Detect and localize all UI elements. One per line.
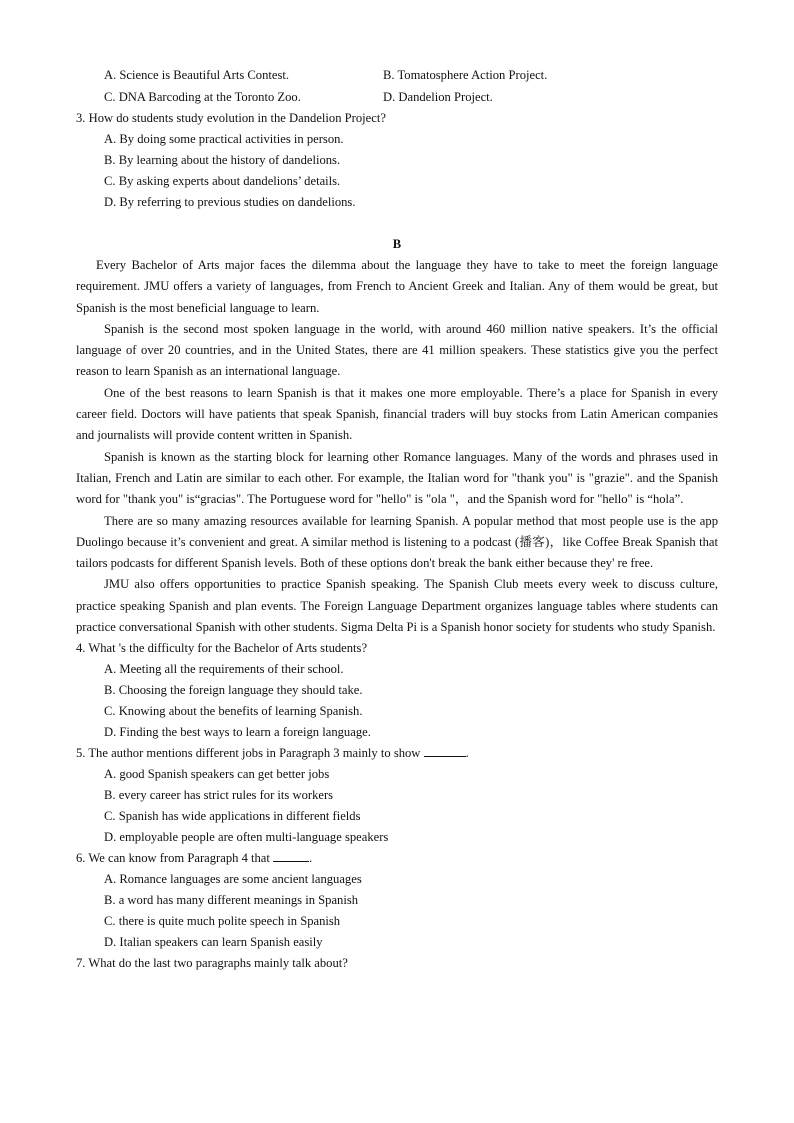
q6-option-c: C. there is quite much polite speech in Spanish xyxy=(104,914,341,929)
q4-option-b: B. Choosing the foreign language they should take. xyxy=(104,683,363,698)
question-5-stem: 5. The author mentions different jobs in Paragraph 3 mainly to show xyxy=(76,746,421,761)
question-5: 5. The author mentions different jobs in Paragraph 3 mainly to show . xyxy=(76,746,469,761)
passage-paragraph-1: Every Bachelor of Arts major faces the dilemma about the language they have to take to meet the foreign language requirement. JMU offers a variety of languages, from French to Ancient Greek and Italian. Any of them would be great, but Spanish is the most beneficial language to learn. xyxy=(76,258,718,315)
answer-blank xyxy=(273,849,309,862)
q4-option-d: D. Finding the best ways to learn a foreign language. xyxy=(104,725,371,740)
answer-blank xyxy=(424,744,466,757)
q6-option-d: D. Italian speakers can learn Spanish easily xyxy=(104,935,323,950)
q5-option-a: A. good Spanish speakers can get better jobs xyxy=(104,767,330,782)
section-heading: B xyxy=(392,237,402,251)
q3-option-d: D. By referring to previous studies on dandelions. xyxy=(104,195,356,209)
q3-option-c: C. By asking experts about dandelions’ details. xyxy=(104,174,341,188)
q3-option-b: B. By learning about the history of dandelions. xyxy=(104,153,341,167)
question-3-stem: 3. How do students study evolution in the Dandelion Project? xyxy=(76,111,386,125)
passage-paragraph-5: There are so many amazing resources available for learning Spanish. A popular method that most people use is the app Duolingo because it’s convenient and great. A similar method is listening to a podcast (播客)，like Coffee Break Spanish that tailors podcasts for different Spanish levels. Both of these options don't break the bank either because they' re free. xyxy=(76,513,718,571)
q5-option-b: B. every career has strict rules for its workers xyxy=(104,788,334,803)
q3-option-a: A. By doing some practical activities in person. xyxy=(104,132,344,146)
q6-option-a: A. Romance languages are some ancient languages xyxy=(104,872,362,887)
q5-option-d: D. employable people are often multi-language speakers xyxy=(104,830,389,845)
passage-paragraph-6: JMU also offers opportunities to practice Spanish speaking. The Spanish Club meets every week to discuss culture, practice speaking Spanish and plan events. The Foreign Language Department organizes language tables where students can practice conversational Spanish with other students. Sigma Delta Pi is a Spanish honor society for students who study Spanish. xyxy=(76,577,718,635)
q2-options-row-2 xyxy=(76,86,718,108)
q2-option-c: C. DNA Barcoding at the Toronto Zoo. xyxy=(104,90,301,104)
question-7-stem: 7. What do the last two paragraphs mainly talk about? xyxy=(76,956,348,971)
passage-paragraph-3: One of the best reasons to learn Spanish is that it makes one more employable. There’s a place for Spanish in every career field. Doctors will have patients that speak Spanish, financial traders will buy stocks from Latin American companies and journalists will provide content written in Spanish. xyxy=(76,385,718,443)
q2-option-a: A. Science is Beautiful Arts Contest. xyxy=(104,68,290,82)
passage-paragraph-4: Spanish is known as the starting block for learning other Romance languages. Many of the words and phrases used in Italian, French and Latin are similar to each other. For example, the Italian word for "thank you" is "grazie". and the Spanish word for "thank you" is“gracias". The Portuguese word for "hello" is "ola "，and the Spanish word for "hello" is “hola”. xyxy=(76,449,718,507)
q5-option-c: C. Spanish has wide applications in different fields xyxy=(104,809,361,824)
question-6-stem: 6. We can know from Paragraph 4 that xyxy=(76,851,270,866)
question-6: 6. We can know from Paragraph 4 that . xyxy=(76,851,313,866)
passage-paragraph-2: Spanish is the second most spoken language in the world, with around 460 million native speakers. It’s the official language of over 20 countries, and in the United States, there are 41 million speakers. These statistics give you the perfect reason to learn Spanish as an international language. xyxy=(76,321,718,379)
q2-option-d: D. Dandelion Project. xyxy=(383,90,493,104)
q4-option-c: C. Knowing about the benefits of learning Spanish. xyxy=(104,704,363,719)
q2-option-b: B. Tomatosphere Action Project. xyxy=(383,68,548,82)
question-4-stem: 4. What 's the difficulty for the Bachelor of Arts students? xyxy=(76,641,368,656)
document-page xyxy=(76,64,718,974)
q6-option-b: B. a word has many different meanings in Spanish xyxy=(104,893,359,908)
q4-option-a: A. Meeting all the requirements of their school. xyxy=(104,662,344,677)
q2-options-row-1 xyxy=(76,64,718,86)
